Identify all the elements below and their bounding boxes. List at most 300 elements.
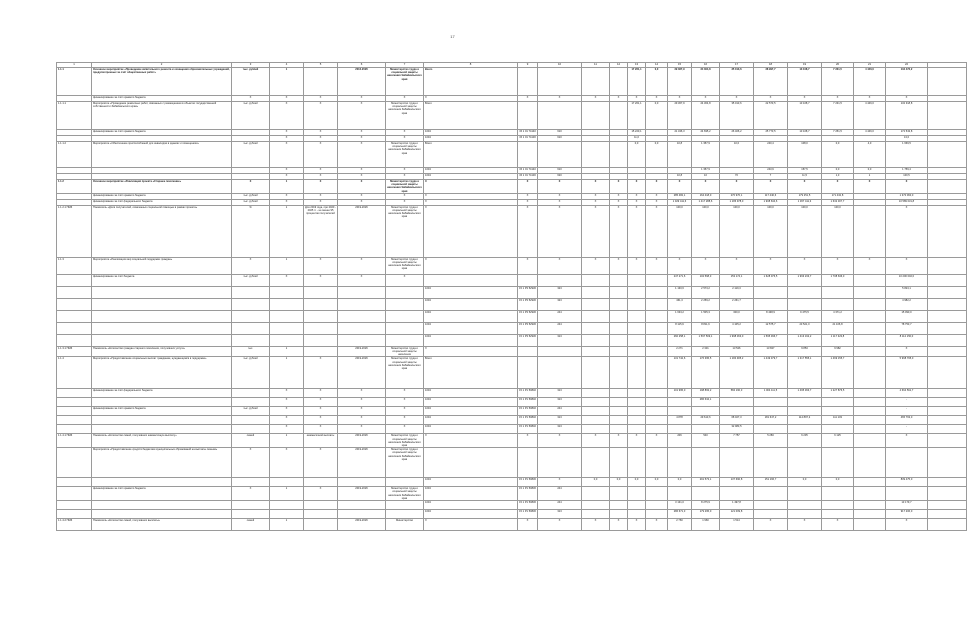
header-cell: 15 (668, 63, 692, 68)
table-cell: 1 497,8 (720, 501, 754, 510)
table-cell: 137 690,8 (720, 478, 754, 487)
table-cell (538, 68, 582, 96)
table-cell (610, 68, 628, 96)
table-cell: 1.1.1.2 (57, 142, 92, 168)
table-cell: 15 1 P3 52930 (518, 286, 538, 298)
table-cell: тыс. рублей (232, 193, 270, 199)
table-cell: Х (338, 274, 386, 286)
table-cell (788, 487, 822, 501)
table-cell: Х (304, 142, 338, 168)
table-cell: 4 446,0 (854, 130, 886, 136)
table-cell: финансирование за счёт бюджета (92, 274, 232, 286)
table-cell: Показатель «Количество семей, получивших ежемесячную выплату» (92, 434, 232, 448)
table-cell (822, 407, 854, 416)
header-cell: 6 (338, 63, 386, 68)
table-cell: Х (304, 416, 338, 425)
table-cell: Х (270, 199, 304, 205)
table-cell (928, 398, 967, 407)
table-cell (854, 389, 886, 398)
table-cell (57, 298, 92, 310)
table-cell: Х (538, 205, 582, 257)
header-cell: 19 (788, 63, 822, 68)
table-cell: Х (854, 257, 886, 274)
table-cell (646, 487, 668, 501)
table-cell (582, 334, 610, 346)
table-cell (610, 357, 628, 389)
table-cell: 198 893,2 (692, 389, 720, 398)
table-cell (538, 357, 582, 389)
table-cell (928, 416, 967, 425)
table-cell: 15 1 01 74140 (518, 130, 538, 136)
table-cell (92, 478, 232, 487)
table-cell (854, 407, 886, 416)
table-cell (928, 298, 967, 310)
table-cell (646, 274, 668, 286)
table-cell (788, 286, 822, 298)
table-cell: 15 1 P1 50830 (518, 478, 538, 487)
table-cell: Мероприятие «Предоставление социальных выплат гражданам, нуждающимся в поддержке» (92, 357, 232, 389)
table-cell: Министерство труда и социальной защиты населения (386, 346, 424, 357)
table-cell: 25 773,5 (754, 130, 788, 136)
table-cell (270, 510, 304, 519)
table-cell (928, 205, 967, 257)
table-cell: % (232, 205, 270, 257)
table-cell: 29 613,6 (692, 416, 720, 425)
table-cell (92, 310, 232, 322)
table-cell (386, 322, 424, 334)
table-cell: 1 998 363,0 (720, 334, 754, 346)
table-cell: 1 908 634,6 (754, 199, 788, 205)
table-cell: 8 275,9 (692, 501, 720, 510)
table-cell: Х (538, 478, 582, 487)
table-cell: Х (304, 398, 338, 407)
table-cell: 1004 (424, 425, 518, 434)
table-cell (788, 501, 822, 510)
table-cell: 313 (538, 425, 582, 434)
table-row (57, 425, 967, 434)
table-cell: Х (692, 257, 720, 274)
table-cell (582, 416, 610, 425)
table-cell (582, 398, 610, 407)
table-cell: 2016-2026 (338, 68, 386, 96)
table-cell: Х (304, 96, 338, 102)
table-cell: 1.1.4 (57, 357, 92, 389)
table-cell: Х (610, 205, 628, 257)
table-cell: 5 968 795,0 (886, 357, 928, 389)
table-cell: Х (304, 487, 338, 501)
table-cell (232, 322, 270, 334)
table-cell (57, 286, 92, 298)
table-cell: 10,8 (668, 174, 692, 180)
table-cell: 2019-2026 (338, 519, 386, 531)
table-row (57, 274, 967, 286)
table-cell (386, 501, 424, 510)
table-cell (928, 180, 967, 194)
table-cell: 2019-2026 (338, 205, 386, 257)
table-cell: 10,0 (720, 142, 754, 168)
table-cell (692, 407, 720, 416)
table-cell: 291 573,1 (692, 478, 720, 487)
table-cell: 1 960 (692, 519, 720, 531)
table-cell: 1004 (424, 478, 518, 487)
table-cell: 32 983,5 (720, 425, 754, 434)
table-cell: Министерство труда и социальной защиты населения Забайкальского края (386, 102, 424, 130)
table-cell: Х (720, 257, 754, 274)
table-cell (668, 425, 692, 434)
table-cell (822, 286, 854, 298)
table-cell: Министерство труда и социальной защиты населения Забайкальского края (386, 205, 424, 257)
table-cell (92, 298, 232, 310)
table-cell: 15 1 P1 50830 (518, 501, 538, 510)
table-cell (646, 416, 668, 425)
table-cell: 5 823,1 (886, 286, 928, 298)
table-cell (646, 448, 668, 478)
table-cell: Х (270, 398, 304, 407)
table-cell: 1 597 509,1 (692, 334, 720, 346)
table-cell (854, 416, 886, 425)
table-cell: 176 395,5 (692, 357, 720, 389)
table-cell: 0,0 (646, 68, 668, 96)
table-cell: Мероприятие «Проведение ремонтных работ, связанных с размещением в объектах государственной собственности Забайкальского края» (92, 102, 232, 130)
table-cell: 2019-2026 (338, 448, 386, 478)
table-cell: 15 1 P1 50840 (518, 407, 538, 416)
table-cell: Х (610, 257, 628, 274)
table-cell (628, 322, 646, 334)
table-cell: Основное мероприятие «Реализация проекта «Старшее поколение» (92, 180, 232, 194)
table-cell: 1004 (424, 501, 518, 510)
table-cell: 1004 (424, 398, 518, 407)
table-cell: 1004 (424, 130, 518, 136)
table-cell: 24 304,8 (692, 68, 720, 96)
table-cell: Х (424, 180, 518, 194)
table-cell (57, 274, 92, 286)
table-cell: Х (610, 199, 628, 205)
table-cell: 4 105,2 (720, 322, 754, 334)
table-cell: Х (304, 199, 338, 205)
table-cell: 1,3 (822, 174, 854, 180)
table-cell: Х (822, 96, 854, 102)
table-cell (270, 286, 304, 298)
table-cell: 7 (754, 174, 788, 180)
table-cell (582, 389, 610, 398)
table-row (57, 357, 967, 389)
table-cell: Х (232, 96, 270, 102)
table-cell: Х (518, 257, 538, 274)
table-cell: Х (304, 130, 338, 136)
table-cell: 4 664 591,7 (886, 389, 928, 398)
table-cell: Х (886, 346, 928, 357)
table-cell: 620 (538, 174, 582, 180)
table-cell: тыс. рублей (232, 102, 270, 130)
table-cell: Х (386, 416, 424, 425)
table-cell (692, 425, 720, 434)
table-cell (304, 298, 338, 310)
table-cell: 244 (538, 407, 582, 416)
table-cell: 1004 (424, 174, 518, 180)
table-cell: Х (646, 180, 668, 194)
table-cell (822, 298, 854, 310)
table-cell: 8 112 150,0 (886, 334, 928, 346)
table-cell: Показатель «Количество семей, получивших выплаты» (92, 519, 232, 531)
table-cell: Х (304, 102, 338, 130)
table-cell: 1 357,9 (692, 168, 720, 174)
table-cell (518, 274, 538, 286)
table-cell: 17 261,1 (628, 102, 646, 130)
table-cell: Х (720, 180, 754, 194)
table-cell: 157,5 (788, 168, 822, 174)
table-cell: Х (518, 193, 538, 199)
table-row (57, 298, 967, 310)
table-cell (538, 346, 582, 357)
table-cell (304, 334, 338, 346)
table-cell: Для 2019 года, при 2020 - 2025 гг. - не менее 95 процентов получателей (304, 205, 338, 257)
table-cell: Х (582, 180, 610, 194)
table-cell: Х (610, 96, 628, 102)
table-cell: финансирование за счёт краевого бюджета (92, 487, 232, 501)
table-cell: 313 (538, 510, 582, 519)
table-cell: Х (886, 257, 928, 274)
table-cell: Х (788, 257, 822, 274)
table-cell (338, 334, 386, 346)
table-cell: Х (386, 274, 424, 286)
table-cell: 1 (270, 487, 304, 501)
table-cell (754, 501, 788, 510)
table-cell (854, 274, 886, 286)
table-cell: Х (338, 416, 386, 425)
header-cell: 22 (886, 63, 928, 68)
table-cell: 1 (270, 205, 304, 257)
table-cell: 6 235 (788, 434, 822, 448)
table-cell: 10 589 031,8 (886, 199, 928, 205)
table-row (57, 102, 967, 130)
table-cell: 1004 (424, 136, 518, 142)
table-cell: 2019-2026 (338, 357, 386, 389)
table-cell: 7 231,5 (822, 68, 854, 96)
table-cell (582, 448, 610, 478)
table-cell: Х (582, 257, 610, 274)
table-cell (928, 357, 967, 389)
table-cell: Всего (424, 357, 518, 389)
table-cell (788, 510, 822, 519)
table-cell: Х (424, 434, 518, 448)
table-cell (582, 68, 610, 96)
table-cell: 10 200 002,0 (886, 274, 928, 286)
table-cell: Х (270, 102, 304, 130)
table-cell (610, 102, 628, 130)
header-cell: 20 (822, 63, 854, 68)
table-cell (386, 298, 424, 310)
table-cell: Х (692, 180, 720, 194)
table-cell: Х (646, 193, 668, 199)
table-cell: 70 (720, 174, 754, 180)
table-cell: 1 632 307,7 (822, 199, 854, 205)
table-cell (386, 510, 424, 519)
table-cell: Х (232, 448, 270, 478)
table-cell: Х (628, 257, 646, 274)
table-cell: Показатель «Количество граждан старшего поколения, получивших услуги» (92, 346, 232, 357)
table-cell: 6 125 (822, 434, 854, 448)
table-cell (57, 398, 92, 407)
table-cell: 1 417 288,6 (692, 199, 720, 205)
table-cell (628, 398, 646, 407)
table-cell: Х (646, 96, 668, 102)
table-cell: 28 997,7 (754, 68, 788, 96)
table-cell: 15 1 01 74130 (518, 174, 538, 180)
table-cell: 9 475,5 (788, 310, 822, 322)
header-cell: 4 (270, 63, 304, 68)
table-cell (610, 448, 628, 478)
table-cell: Х (338, 193, 386, 199)
table-cell: 132 318,8 (886, 102, 928, 130)
table-cell (754, 487, 788, 501)
table-cell: ежемесячной выплаты (304, 434, 338, 448)
table-cell: 0,0 (628, 478, 646, 487)
table-cell: 179 295,0 (692, 510, 720, 519)
table-cell: семей (232, 434, 270, 448)
table-cell: Х (386, 199, 424, 205)
table-cell: 8 438,9 (754, 310, 788, 322)
table-cell: 313 (538, 334, 582, 346)
table-cell: 15 1 01 74140 (518, 168, 538, 174)
table-cell: 2019-2026 (338, 346, 386, 357)
table-cell (720, 407, 754, 416)
table-cell: Х (668, 96, 692, 102)
table-cell: 286 671,3 (668, 510, 692, 519)
table-cell: 15 1 P3 52930 (518, 298, 538, 310)
table-cell: Х (270, 96, 304, 102)
table-cell: 7 231,5 (822, 102, 854, 130)
table-cell: Х (386, 389, 424, 398)
table-cell: Х (754, 519, 788, 531)
table-cell (788, 398, 822, 407)
table-cell: Всего (424, 102, 518, 130)
table-cell (628, 346, 646, 357)
table-cell (582, 487, 610, 501)
table-cell (928, 434, 967, 448)
table-cell: Х (788, 96, 822, 102)
table-cell: Х (304, 448, 338, 478)
table-cell (57, 487, 92, 501)
table-row (57, 286, 967, 298)
table-cell: Х (582, 519, 610, 531)
table-cell: 15 1 P3 52930 (518, 322, 538, 334)
table-cell: 24 695,2 (692, 130, 720, 136)
table-cell: 4,0 (854, 142, 886, 168)
table-cell (628, 425, 646, 434)
table-cell: Х (386, 174, 424, 180)
header-cell: 3 (232, 63, 270, 68)
table-cell: 5 283 (754, 434, 788, 448)
table-cell (854, 448, 886, 478)
table-cell: 8 811,6 (692, 322, 720, 334)
table-cell: Х (538, 96, 582, 102)
table-cell (646, 310, 668, 322)
table-cell: Х (692, 96, 720, 102)
table-cell (610, 310, 628, 322)
table-cell: 1 495 393,7 (788, 389, 822, 398)
table-cell: Х (646, 257, 668, 274)
table-cell: 2019-2026 (338, 434, 386, 448)
table-cell (628, 407, 646, 416)
table-cell (646, 407, 668, 416)
table-cell: 100,0 (720, 205, 754, 257)
table-cell: Х (386, 168, 424, 174)
table-cell (754, 510, 788, 519)
table-cell (628, 487, 646, 501)
header-cell: 1 (57, 63, 92, 68)
table-cell: Х (538, 257, 582, 274)
table-cell (854, 346, 886, 357)
table-cell: 1 633,2 (668, 310, 692, 322)
table-cell: 0,0 (582, 478, 610, 487)
table-cell: 1.1.3.1 ПМЗ (57, 346, 92, 357)
table-cell (928, 257, 967, 274)
table-cell: Х (628, 434, 646, 448)
table-cell (304, 346, 338, 357)
table-cell (582, 274, 610, 286)
table-cell (754, 286, 788, 298)
table-cell (57, 334, 92, 346)
table-cell: Х (518, 434, 538, 448)
table-cell (92, 501, 232, 510)
table-cell (928, 274, 967, 286)
table-cell: Мероприятие «Предоставление средств бюджетам муниципальных образований на выплаты семьям» (92, 448, 232, 478)
table-cell (338, 298, 386, 310)
table-cell (668, 398, 692, 407)
table-cell: семей (232, 519, 270, 531)
table-cell: Х (386, 398, 424, 407)
table-cell (754, 398, 788, 407)
table-cell (928, 68, 967, 96)
table-row (57, 257, 967, 274)
table-cell: 29 367,9 (668, 68, 692, 96)
table-cell: Х (338, 102, 386, 130)
table-cell: Х (424, 346, 518, 357)
table-cell (628, 334, 646, 346)
table-cell: 610 (538, 130, 582, 136)
table-cell (692, 487, 720, 501)
table-cell: Х (582, 199, 610, 205)
table-cell (57, 407, 92, 416)
table-cell: Х (304, 174, 338, 180)
table-cell (646, 510, 668, 519)
table-cell: 21 106,8 (822, 322, 854, 334)
table-row (57, 501, 967, 510)
table-cell: 0,0 (668, 478, 692, 487)
table-cell: 1 (270, 519, 304, 531)
table-cell (518, 448, 538, 478)
table-cell: 1 469 155,7 (822, 357, 854, 389)
table-row (57, 68, 967, 96)
table-cell: 151 166,7 (754, 478, 788, 487)
table-cell: 35 013,6 (720, 68, 754, 96)
table-cell (304, 501, 338, 510)
table-cell: финансирование за счёт федерального бюджета (92, 389, 232, 398)
table-cell (928, 448, 967, 478)
table-cell: Х (518, 199, 538, 205)
table-cell (928, 478, 967, 487)
table-cell (854, 501, 886, 510)
table-cell (582, 310, 610, 322)
table-cell: тыс. рублей (232, 142, 270, 168)
table-cell: 1 759,4 (886, 168, 928, 174)
table-cell: Х (338, 130, 386, 136)
table-cell: Х (338, 96, 386, 102)
table-cell: 1 669,5 (886, 142, 928, 168)
budget-table (56, 62, 967, 531)
table-cell: 2 760 (668, 519, 692, 531)
table-cell: 0,0 (646, 102, 668, 130)
